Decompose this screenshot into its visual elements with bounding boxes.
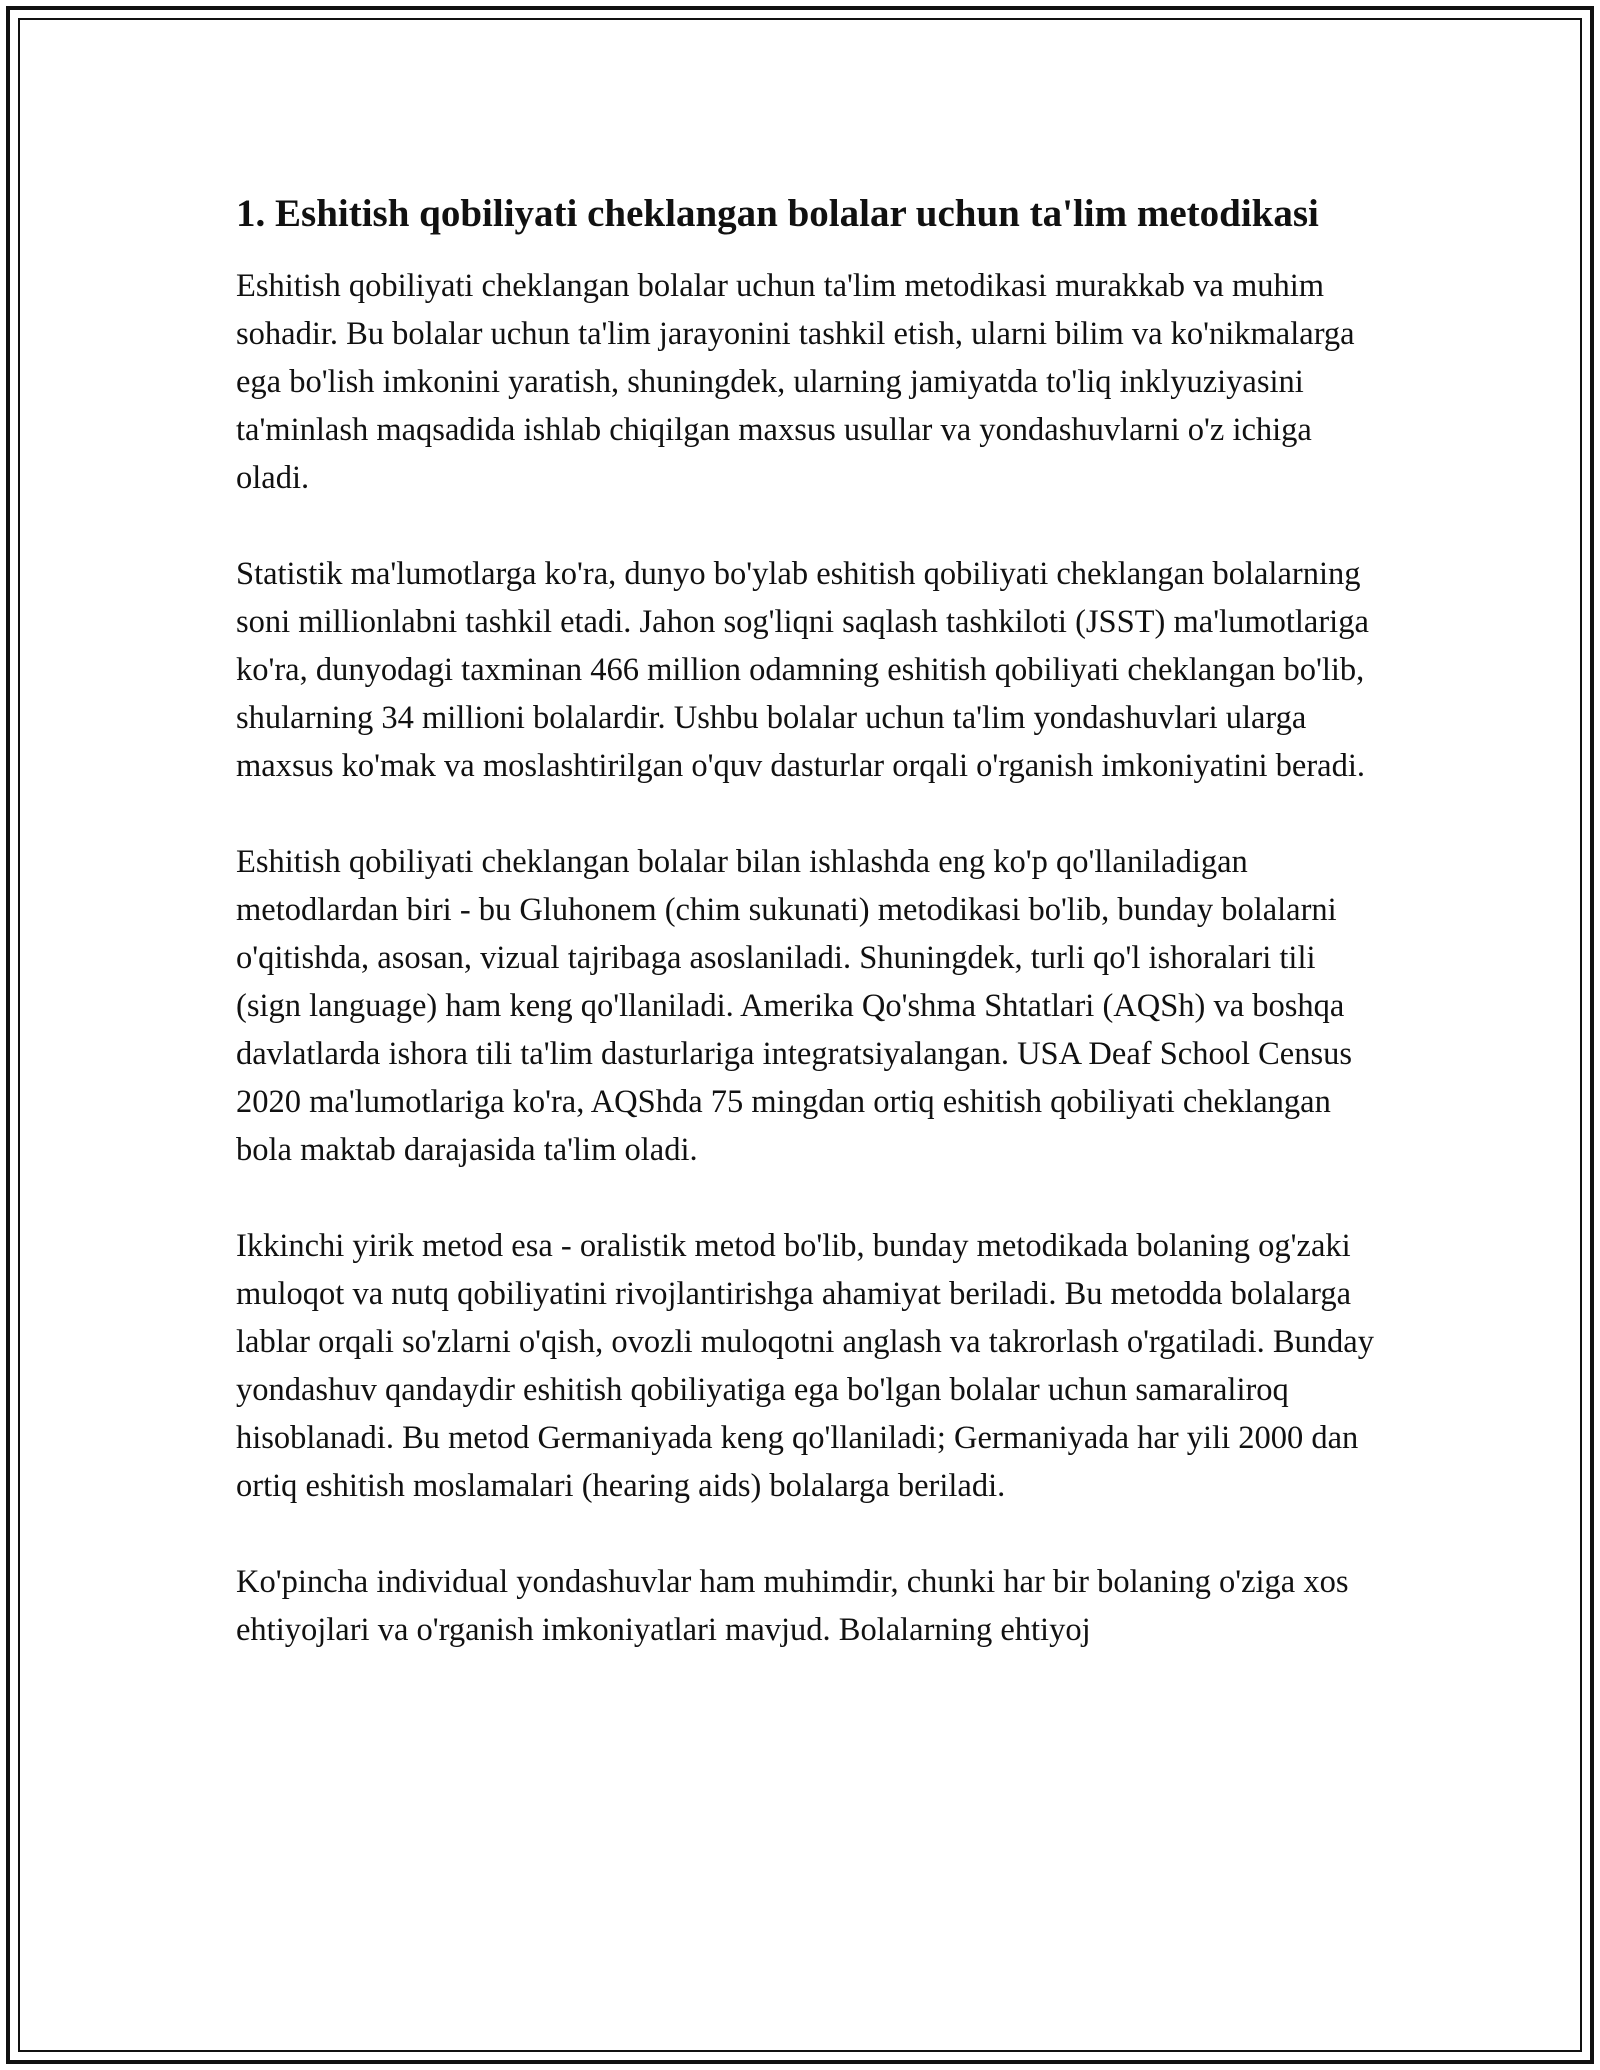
paragraph-gluhonem-method: Eshitish qobiliyati cheklangan bolalar bilan ishlashda eng ko'p qo'llaniladigan metodlardan biri - bu Gluhonem (chim sukunati) metodikasi bo'lib, bunday bolalarni o'qitishda, asosan, vizual tajribaga asoslaniladi. Shuningdek, turli qo'l ishoralari tili (sign language) ham keng qo'llaniladi. Amerika Qo'shma Shtatlari (AQSh) va boshqa davlatlarda ishora tili ta'lim dasturlariga integratsiyalangan. USA Deaf School Census 2020 ma'lumotlariga ko'ra, AQShda 75 mingdan ortiq eshitish qobiliyati cheklangan bola maktab darajasida ta'lim oladi. [236,844,1352,1168]
paragraph-individual-approach: Ko'pincha individual yondashuvlar ham muhimdir, chunki har bir bolaning o'ziga xos ehtiyojlari va o'rganish imkoniyatlari mavjud. Bolalarning ehtiyoj [236,1564,1349,1648]
section-heading: 1. Eshitish qobiliyati cheklangan bolalar uchun ta'lim metodikasi [236,192,1319,235]
paragraph-intro: Eshitish qobiliyati cheklangan bolalar uchun ta'lim metodikasi murakkab va muhim sohadir. Bu bolalar uchun ta'lim jarayonini tashkil etish, ularni bilim va ko'nikmalarga ega bo'lish imkonini yaratish, shuningdek, ularning jamiyatda to'liq inklyuziyasini ta'minlash maqsadida ishlab chiqilgan maxsus usullar va yondashuvlarni o'z ichiga oladi. [236,268,1355,496]
paragraph-oralist-method: Ikkinchi yirik metod esa - oralistik metod bo'lib, bunday metodikada bolaning og'zaki muloqot va nutq qobiliyatini rivojlantirishga ahamiyat beriladi. Bu metodda bolalarga lablar orqali so'zlarni o'qish, ovozli muloqotni anglash va takrorlash o'rgatiladi. Bunday yondashuv qandaydir eshitish qobiliyatiga ega bo'lgan bolalar uchun samaraliroq hisoblanadi. Bu metod Germaniyada keng qo'llaniladi; Germaniyada har yili 2000 dan ortiq eshitish moslamalari (hearing aids) bolalarga beriladi. [236,1228,1374,1504]
document-body [236,186,1386,1702]
paragraph-statistics: Statistik ma'lumotlarga ko'ra, dunyo bo'ylab eshitish qobiliyati cheklangan bolalarning soni millionlabni tashkil etadi. Jahon sog'liqni saqlash tashkiloti (JSST) ma'lumotlariga ko'ra, dunyodagi taxminan 466 million odamning eshitish qobiliyati cheklangan bo'lib, shularning 34 millioni bolalardir. Ushbu bolalar uchun ta'lim yondashuvlari ularga maxsus ko'mak va moslashtirilgan o'quv dasturlar orqali o'rganish imkoniyatini beradi. [236,556,1369,784]
